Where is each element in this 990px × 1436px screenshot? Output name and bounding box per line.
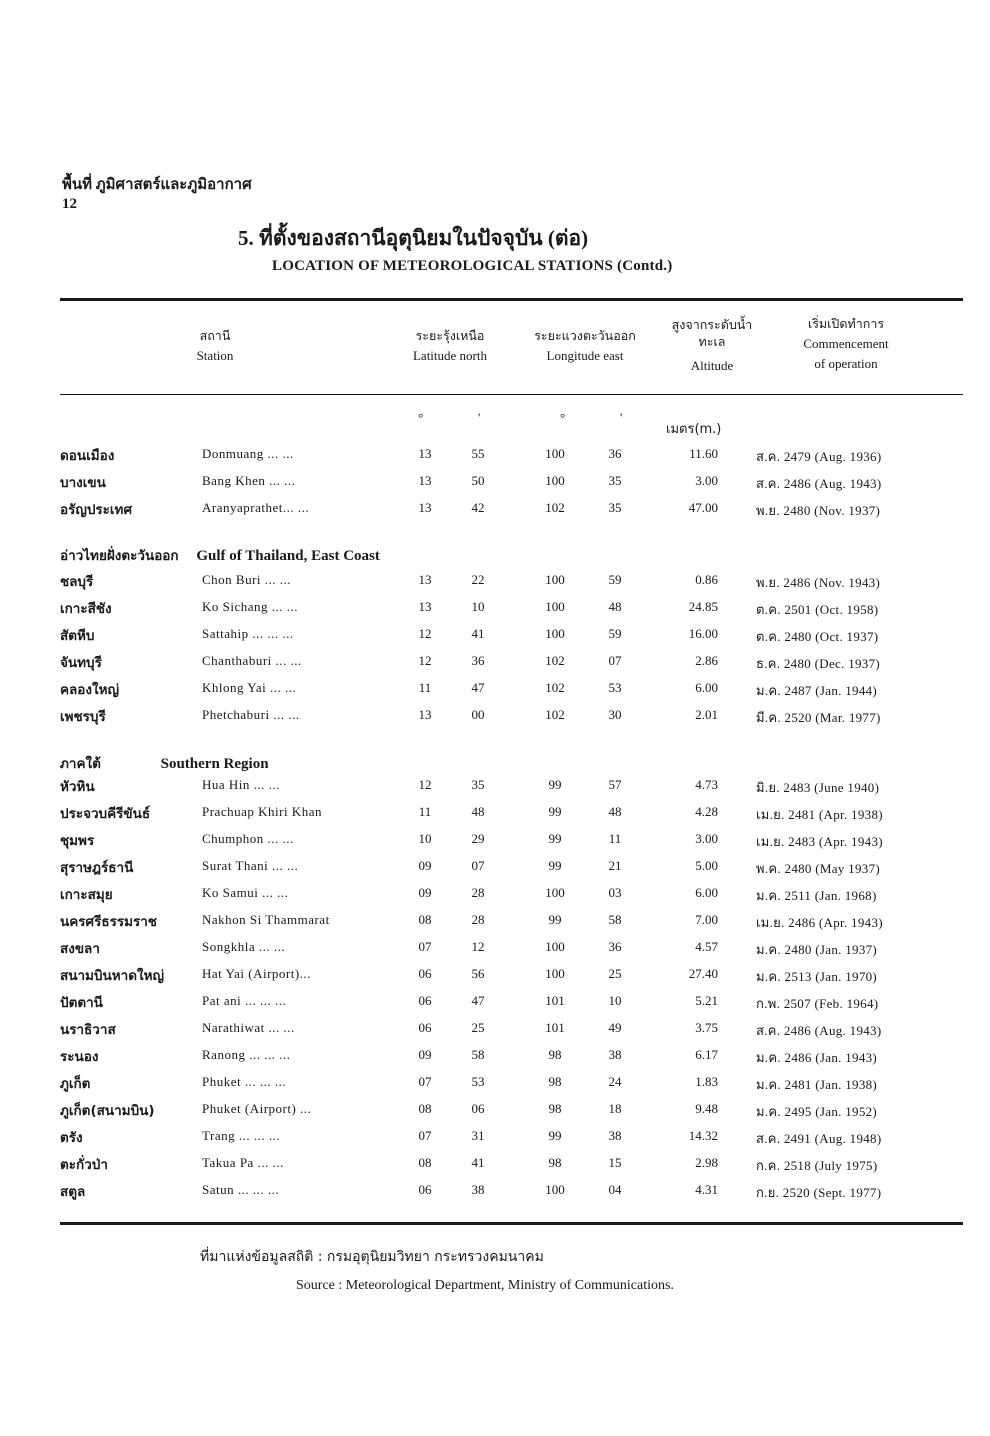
station-name-thai: จันทบุรี bbox=[60, 655, 102, 671]
latitude-degrees: 09 bbox=[418, 885, 432, 900]
operation-date: ก.ค. 2518 (July 1975) bbox=[756, 1158, 878, 1173]
source-english: Source : Meteorological Department, Ministry of Communications. bbox=[296, 1278, 674, 1293]
station-name-thai: คลองใหญ่ bbox=[60, 682, 119, 698]
station-name-english: Phetchaburi ... ... bbox=[202, 707, 300, 722]
longitude-minutes: 18 bbox=[608, 1101, 622, 1116]
altitude-value: 47.00 bbox=[688, 500, 718, 515]
table-row bbox=[60, 1070, 963, 1097]
longitude-minutes: 36 bbox=[608, 939, 622, 954]
longitude-minutes: 25 bbox=[608, 966, 622, 981]
longitude-minutes: 36 bbox=[608, 446, 622, 461]
table-row bbox=[60, 1124, 963, 1151]
latitude-degrees: 12 bbox=[418, 653, 432, 668]
latitude-degrees: 08 bbox=[418, 1101, 432, 1116]
longitude-degrees: 100 bbox=[545, 1182, 565, 1197]
longitude-minutes: 59 bbox=[608, 572, 622, 587]
station-name-thai: ปัตตานี bbox=[60, 995, 103, 1011]
latitude-degrees: 10 bbox=[418, 831, 432, 846]
longitude-minutes: 49 bbox=[608, 1020, 622, 1035]
longitude-minutes: 03 bbox=[608, 885, 622, 900]
latitude-minutes: 22 bbox=[471, 572, 485, 587]
altitude-value: 27.40 bbox=[688, 966, 718, 981]
unit-meters: เมตร(m.) bbox=[666, 422, 722, 437]
longitude-degrees: 100 bbox=[545, 473, 565, 488]
station-name-thai: ชุมพร bbox=[60, 833, 95, 849]
altitude-value: 7.00 bbox=[695, 912, 718, 927]
latitude-minutes: 28 bbox=[471, 912, 485, 927]
table-row bbox=[60, 962, 963, 989]
longitude-degrees: 100 bbox=[545, 939, 565, 954]
latitude-degrees: 13 bbox=[418, 572, 432, 587]
longitude-degrees: 102 bbox=[545, 500, 565, 515]
table-row bbox=[60, 1178, 963, 1205]
operation-date: พ.ย. 2480 (Nov. 1937) bbox=[756, 503, 881, 518]
station-name-thai: ภูเก็ต bbox=[60, 1076, 91, 1092]
station-name-english: Hat Yai (Airport)... bbox=[202, 966, 311, 981]
operation-date: ส.ค. 2486 (Aug. 1943) bbox=[756, 1023, 882, 1038]
table-row bbox=[60, 1043, 963, 1070]
table-row bbox=[60, 649, 963, 676]
table-row bbox=[60, 935, 963, 962]
section-heading-east-coast: อ่าวไทยฝั่งตะวันออก Gulf of Thailand, East Coast bbox=[60, 548, 380, 564]
station-name-english: Satun ... ... ... bbox=[202, 1182, 280, 1197]
station-name-thai: เพชรบุรี bbox=[60, 709, 106, 725]
operation-date: ม.ค. 2487 (Jan. 1944) bbox=[756, 683, 878, 698]
longitude-minutes: 21 bbox=[608, 858, 622, 873]
longitude-degrees: 98 bbox=[548, 1101, 562, 1116]
latitude-degrees: 06 bbox=[418, 1182, 432, 1197]
latitude-minutes: 42 bbox=[471, 500, 485, 515]
table-row bbox=[60, 1151, 963, 1178]
page-number: 12 bbox=[62, 196, 77, 212]
section-heading-southern: ภาคใต้ Southern Region bbox=[60, 756, 269, 772]
table-bottom-rule bbox=[60, 1222, 963, 1225]
latitude-minutes: 35 bbox=[471, 777, 485, 792]
station-name-english: Prachuap Khiri Khan bbox=[202, 804, 322, 819]
longitude-minutes: 35 bbox=[608, 473, 622, 488]
operation-date: พ.ย. 2486 (Nov. 1943) bbox=[756, 575, 881, 590]
station-name-english: Trang ... ... ... bbox=[202, 1128, 281, 1143]
longitude-degrees: 100 bbox=[545, 446, 565, 461]
station-name-english: Bang Khen ... ... bbox=[202, 473, 296, 488]
station-name-english: Aranyaprathet... ... bbox=[202, 500, 310, 515]
longitude-degrees: 99 bbox=[548, 777, 562, 792]
altitude-value: 0.86 bbox=[695, 572, 718, 587]
latitude-degrees: 07 bbox=[418, 1128, 432, 1143]
station-name-english: Chon Buri ... ... bbox=[202, 572, 292, 587]
longitude-degrees: 102 bbox=[545, 653, 565, 668]
longitude-minutes: 35 bbox=[608, 500, 622, 515]
longitude-degrees: 100 bbox=[545, 885, 565, 900]
longitude-minutes: 53 bbox=[608, 680, 622, 695]
station-name-english: Hua Hin ... ... bbox=[202, 777, 280, 792]
table-row bbox=[60, 622, 963, 649]
col-header-altitude: สูงจากระดับน้ำทะเล Altitude bbox=[671, 317, 753, 373]
latitude-degrees: 13 bbox=[418, 473, 432, 488]
col-header-operation: เริ่มเปิดทำการ Commencement of operation bbox=[803, 316, 889, 371]
longitude-degrees: 102 bbox=[545, 680, 565, 695]
longitude-degrees: 101 bbox=[545, 993, 565, 1008]
longitude-degrees: 99 bbox=[548, 831, 562, 846]
table-row bbox=[60, 908, 963, 935]
table-row bbox=[60, 800, 963, 827]
altitude-value: 24.85 bbox=[688, 599, 718, 614]
latitude-degrees: 13 bbox=[418, 446, 432, 461]
operation-date: ต.ค. 2501 (Oct. 1958) bbox=[756, 602, 879, 617]
latitude-degrees: 09 bbox=[418, 858, 432, 873]
table-row bbox=[60, 989, 963, 1016]
longitude-degrees: 99 bbox=[548, 912, 562, 927]
latitude-degrees: 11 bbox=[418, 680, 432, 695]
longitude-minutes: 57 bbox=[608, 777, 622, 792]
station-name-english: Songkhla ... ... bbox=[202, 939, 286, 954]
altitude-value: 14.32 bbox=[688, 1128, 718, 1143]
operation-date: ต.ค. 2480 (Oct. 1937) bbox=[756, 629, 879, 644]
station-name-thai: ชลบุรี bbox=[60, 574, 94, 590]
table-row bbox=[60, 568, 963, 595]
latitude-minutes: 50 bbox=[471, 473, 485, 488]
longitude-minutes: 48 bbox=[608, 599, 622, 614]
longitude-degrees: 101 bbox=[545, 1020, 565, 1035]
station-name-english: Sattahip ... ... ... bbox=[202, 626, 294, 641]
longitude-minutes: 04 bbox=[608, 1182, 622, 1197]
station-name-english: Donmuang ... ... bbox=[202, 446, 294, 461]
station-name-thai: อรัญประเทศ bbox=[60, 502, 133, 518]
altitude-value: 5.00 bbox=[695, 858, 718, 873]
unit-lon-min: ' bbox=[620, 410, 623, 425]
table-row bbox=[60, 496, 963, 523]
latitude-minutes: 47 bbox=[471, 680, 485, 695]
latitude-minutes: 12 bbox=[471, 939, 485, 954]
station-name-thai: หัวหิน bbox=[60, 779, 95, 795]
latitude-minutes: 38 bbox=[471, 1182, 485, 1197]
latitude-degrees: 13 bbox=[418, 707, 432, 722]
longitude-minutes: 24 bbox=[608, 1074, 622, 1089]
table-title-english: LOCATION OF METEOROLOGICAL STATIONS (Contd.) bbox=[272, 258, 673, 274]
station-name-thai: สัตหีบ bbox=[60, 628, 95, 644]
longitude-minutes: 38 bbox=[608, 1128, 622, 1143]
latitude-degrees: 08 bbox=[418, 912, 432, 927]
latitude-minutes: 07 bbox=[471, 858, 485, 873]
operation-date: เม.ย. 2483 (Apr. 1943) bbox=[756, 834, 883, 849]
longitude-minutes: 59 bbox=[608, 626, 622, 641]
station-name-english: Khlong Yai ... ... bbox=[202, 680, 297, 695]
longitude-minutes: 11 bbox=[608, 831, 622, 846]
station-name-thai: ประจวบคีรีขันธ์ bbox=[60, 806, 151, 822]
longitude-minutes: 38 bbox=[608, 1047, 622, 1062]
altitude-value: 6.00 bbox=[695, 680, 718, 695]
station-name-english: Surat Thani ... ... bbox=[202, 858, 299, 873]
station-name-thai: ระนอง bbox=[60, 1049, 99, 1065]
operation-date: ส.ค. 2491 (Aug. 1948) bbox=[756, 1131, 882, 1146]
table-row bbox=[60, 854, 963, 881]
table-row bbox=[60, 1097, 963, 1124]
operation-date: มี.ค. 2520 (Mar. 1977) bbox=[756, 710, 881, 725]
altitude-value: 11.60 bbox=[689, 446, 718, 461]
latitude-minutes: 41 bbox=[471, 626, 485, 641]
operation-date: ม.ค. 2481 (Jan. 1938) bbox=[756, 1077, 878, 1092]
station-name-thai: สงขลา bbox=[60, 941, 100, 957]
longitude-degrees: 99 bbox=[548, 858, 562, 873]
operation-date: ก.พ. 2507 (Feb. 1964) bbox=[756, 996, 879, 1011]
latitude-degrees: 07 bbox=[418, 939, 432, 954]
altitude-value: 4.73 bbox=[695, 777, 718, 792]
altitude-value: 1.83 bbox=[695, 1074, 718, 1089]
altitude-value: 6.17 bbox=[695, 1047, 718, 1062]
longitude-degrees: 98 bbox=[548, 1155, 562, 1170]
table-row bbox=[60, 442, 963, 469]
latitude-degrees: 06 bbox=[418, 993, 432, 1008]
station-name-thai: ดอนเมือง bbox=[60, 448, 115, 464]
longitude-degrees: 98 bbox=[548, 1074, 562, 1089]
latitude-minutes: 53 bbox=[471, 1074, 485, 1089]
station-name-thai: สนามบินหาดใหญ่ bbox=[60, 968, 164, 984]
unit-lat-deg: ° bbox=[418, 410, 424, 425]
station-name-thai: บางเขน bbox=[60, 475, 106, 491]
station-name-thai: ตรัง bbox=[60, 1130, 83, 1146]
latitude-degrees: 06 bbox=[418, 1020, 432, 1035]
running-header: พื้นที่ ภูมิศาสตร์และภูมิอากาศ bbox=[62, 177, 252, 193]
longitude-degrees: 98 bbox=[548, 1047, 562, 1062]
station-name-thai: สุราษฎร์ธานี bbox=[60, 860, 134, 876]
latitude-minutes: 48 bbox=[471, 804, 485, 819]
longitude-minutes: 48 bbox=[608, 804, 622, 819]
altitude-value: 4.57 bbox=[695, 939, 718, 954]
altitude-value: 6.00 bbox=[695, 885, 718, 900]
operation-date: ก.ย. 2520 (Sept. 1977) bbox=[756, 1185, 882, 1200]
table-row bbox=[60, 469, 963, 496]
latitude-minutes: 36 bbox=[471, 653, 485, 668]
longitude-minutes: 30 bbox=[608, 707, 622, 722]
altitude-value: 4.31 bbox=[695, 1182, 718, 1197]
station-name-english: Phuket ... ... ... bbox=[202, 1074, 287, 1089]
station-name-english: Nakhon Si Thammarat bbox=[202, 912, 330, 927]
longitude-minutes: 07 bbox=[608, 653, 622, 668]
table-row bbox=[60, 676, 963, 703]
station-name-english: Ranong ... ... ... bbox=[202, 1047, 291, 1062]
table-row bbox=[60, 595, 963, 622]
operation-date: พ.ค. 2480 (May 1937) bbox=[756, 861, 881, 876]
latitude-minutes: 55 bbox=[471, 446, 485, 461]
latitude-degrees: 11 bbox=[418, 804, 432, 819]
altitude-value: 9.48 bbox=[695, 1101, 718, 1116]
station-name-thai: นครศรีธรรมราช bbox=[60, 914, 157, 930]
operation-date: ม.ค. 2486 (Jan. 1943) bbox=[756, 1050, 878, 1065]
latitude-minutes: 00 bbox=[471, 707, 485, 722]
table-title-thai: 5. ที่ตั้งของสถานีอุตุนิยมในปัจจุบัน (ต่อ) bbox=[238, 226, 589, 250]
header-rule bbox=[60, 394, 963, 395]
operation-date: ส.ค. 2486 (Aug. 1943) bbox=[756, 476, 882, 491]
table-row bbox=[60, 1016, 963, 1043]
altitude-value: 3.75 bbox=[695, 1020, 718, 1035]
operation-date: ม.ค. 2495 (Jan. 1952) bbox=[756, 1104, 878, 1119]
altitude-value: 3.00 bbox=[695, 473, 718, 488]
station-name-english: Chumphon ... ... bbox=[202, 831, 294, 846]
altitude-value: 2.98 bbox=[695, 1155, 718, 1170]
operation-date: มิ.ย. 2483 (June 1940) bbox=[756, 780, 880, 795]
station-name-thai: สตูล bbox=[60, 1184, 86, 1200]
col-header-longitude: ระยะแวงตะวันออก Longitude east bbox=[534, 328, 636, 363]
latitude-minutes: 25 bbox=[471, 1020, 485, 1035]
latitude-degrees: 12 bbox=[418, 626, 432, 641]
operation-date: เม.ย. 2481 (Apr. 1938) bbox=[756, 807, 883, 822]
latitude-minutes: 58 bbox=[471, 1047, 485, 1062]
unit-lat-min: ' bbox=[478, 410, 481, 425]
longitude-degrees: 99 bbox=[548, 804, 562, 819]
station-name-english: Chanthaburi ... ... bbox=[202, 653, 302, 668]
station-name-thai: นราธิวาส bbox=[60, 1022, 116, 1038]
latitude-degrees: 13 bbox=[418, 500, 432, 515]
latitude-minutes: 31 bbox=[471, 1128, 485, 1143]
latitude-degrees: 09 bbox=[418, 1047, 432, 1062]
station-name-thai: เกาะสีชัง bbox=[60, 601, 112, 617]
latitude-minutes: 28 bbox=[471, 885, 485, 900]
station-name-english: Narathiwat ... ... bbox=[202, 1020, 295, 1035]
operation-date: ม.ค. 2513 (Jan. 1970) bbox=[756, 969, 878, 984]
latitude-minutes: 41 bbox=[471, 1155, 485, 1170]
longitude-degrees: 99 bbox=[548, 1128, 562, 1143]
latitude-degrees: 07 bbox=[418, 1074, 432, 1089]
latitude-degrees: 06 bbox=[418, 966, 432, 981]
operation-date: ส.ค. 2479 (Aug. 1936) bbox=[756, 449, 882, 464]
longitude-degrees: 100 bbox=[545, 599, 565, 614]
station-name-english: Ko Samui ... ... bbox=[202, 885, 289, 900]
latitude-minutes: 29 bbox=[471, 831, 485, 846]
station-name-thai: เกาะสมุย bbox=[60, 887, 113, 903]
station-name-english: Pat ani ... ... ... bbox=[202, 993, 287, 1008]
unit-lon-deg: ° bbox=[560, 410, 566, 425]
longitude-degrees: 100 bbox=[545, 572, 565, 587]
altitude-value: 2.01 bbox=[695, 707, 718, 722]
table-row bbox=[60, 827, 963, 854]
station-name-thai: ตะกั่วป่า bbox=[60, 1157, 108, 1173]
longitude-minutes: 58 bbox=[608, 912, 622, 927]
station-name-english: Phuket (Airport) ... bbox=[202, 1101, 312, 1116]
latitude-minutes: 56 bbox=[471, 966, 485, 981]
longitude-minutes: 10 bbox=[608, 993, 622, 1008]
table-row bbox=[60, 773, 963, 800]
latitude-degrees: 13 bbox=[418, 599, 432, 614]
longitude-minutes: 15 bbox=[608, 1155, 622, 1170]
source-thai: ที่มาแห่งข้อมูลสถิติ : กรมอุตุนิยมวิทยา กระทรวงคมนาคม bbox=[200, 1249, 544, 1265]
longitude-degrees: 100 bbox=[545, 626, 565, 641]
station-name-english: Ko Sichang ... ... bbox=[202, 599, 299, 614]
latitude-minutes: 10 bbox=[471, 599, 485, 614]
operation-date: ม.ค. 2511 (Jan. 1968) bbox=[756, 888, 877, 903]
table-row bbox=[60, 703, 963, 730]
altitude-value: 2.86 bbox=[695, 653, 718, 668]
table-top-rule bbox=[60, 298, 963, 301]
altitude-value: 3.00 bbox=[695, 831, 718, 846]
station-name-english: Takua Pa ... ... bbox=[202, 1155, 284, 1170]
table-row bbox=[60, 881, 963, 908]
longitude-degrees: 100 bbox=[545, 966, 565, 981]
operation-date: ธ.ค. 2480 (Dec. 1937) bbox=[756, 656, 881, 671]
latitude-degrees: 08 bbox=[418, 1155, 432, 1170]
latitude-minutes: 06 bbox=[471, 1101, 485, 1116]
altitude-value: 4.28 bbox=[695, 804, 718, 819]
col-header-station: สถานี Station bbox=[196, 328, 234, 363]
latitude-minutes: 47 bbox=[471, 993, 485, 1008]
altitude-value: 16.00 bbox=[688, 626, 718, 641]
operation-date: ม.ค. 2480 (Jan. 1937) bbox=[756, 942, 878, 957]
latitude-degrees: 12 bbox=[418, 777, 432, 792]
longitude-degrees: 102 bbox=[545, 707, 565, 722]
col-header-latitude: ระยะรุ้งเหนือ Latitude north bbox=[412, 328, 487, 363]
operation-date: เม.ย. 2486 (Apr. 1943) bbox=[756, 915, 883, 930]
altitude-value: 5.21 bbox=[695, 993, 718, 1008]
station-name-thai: ภูเก็ต(สนามบิน) bbox=[60, 1103, 155, 1119]
